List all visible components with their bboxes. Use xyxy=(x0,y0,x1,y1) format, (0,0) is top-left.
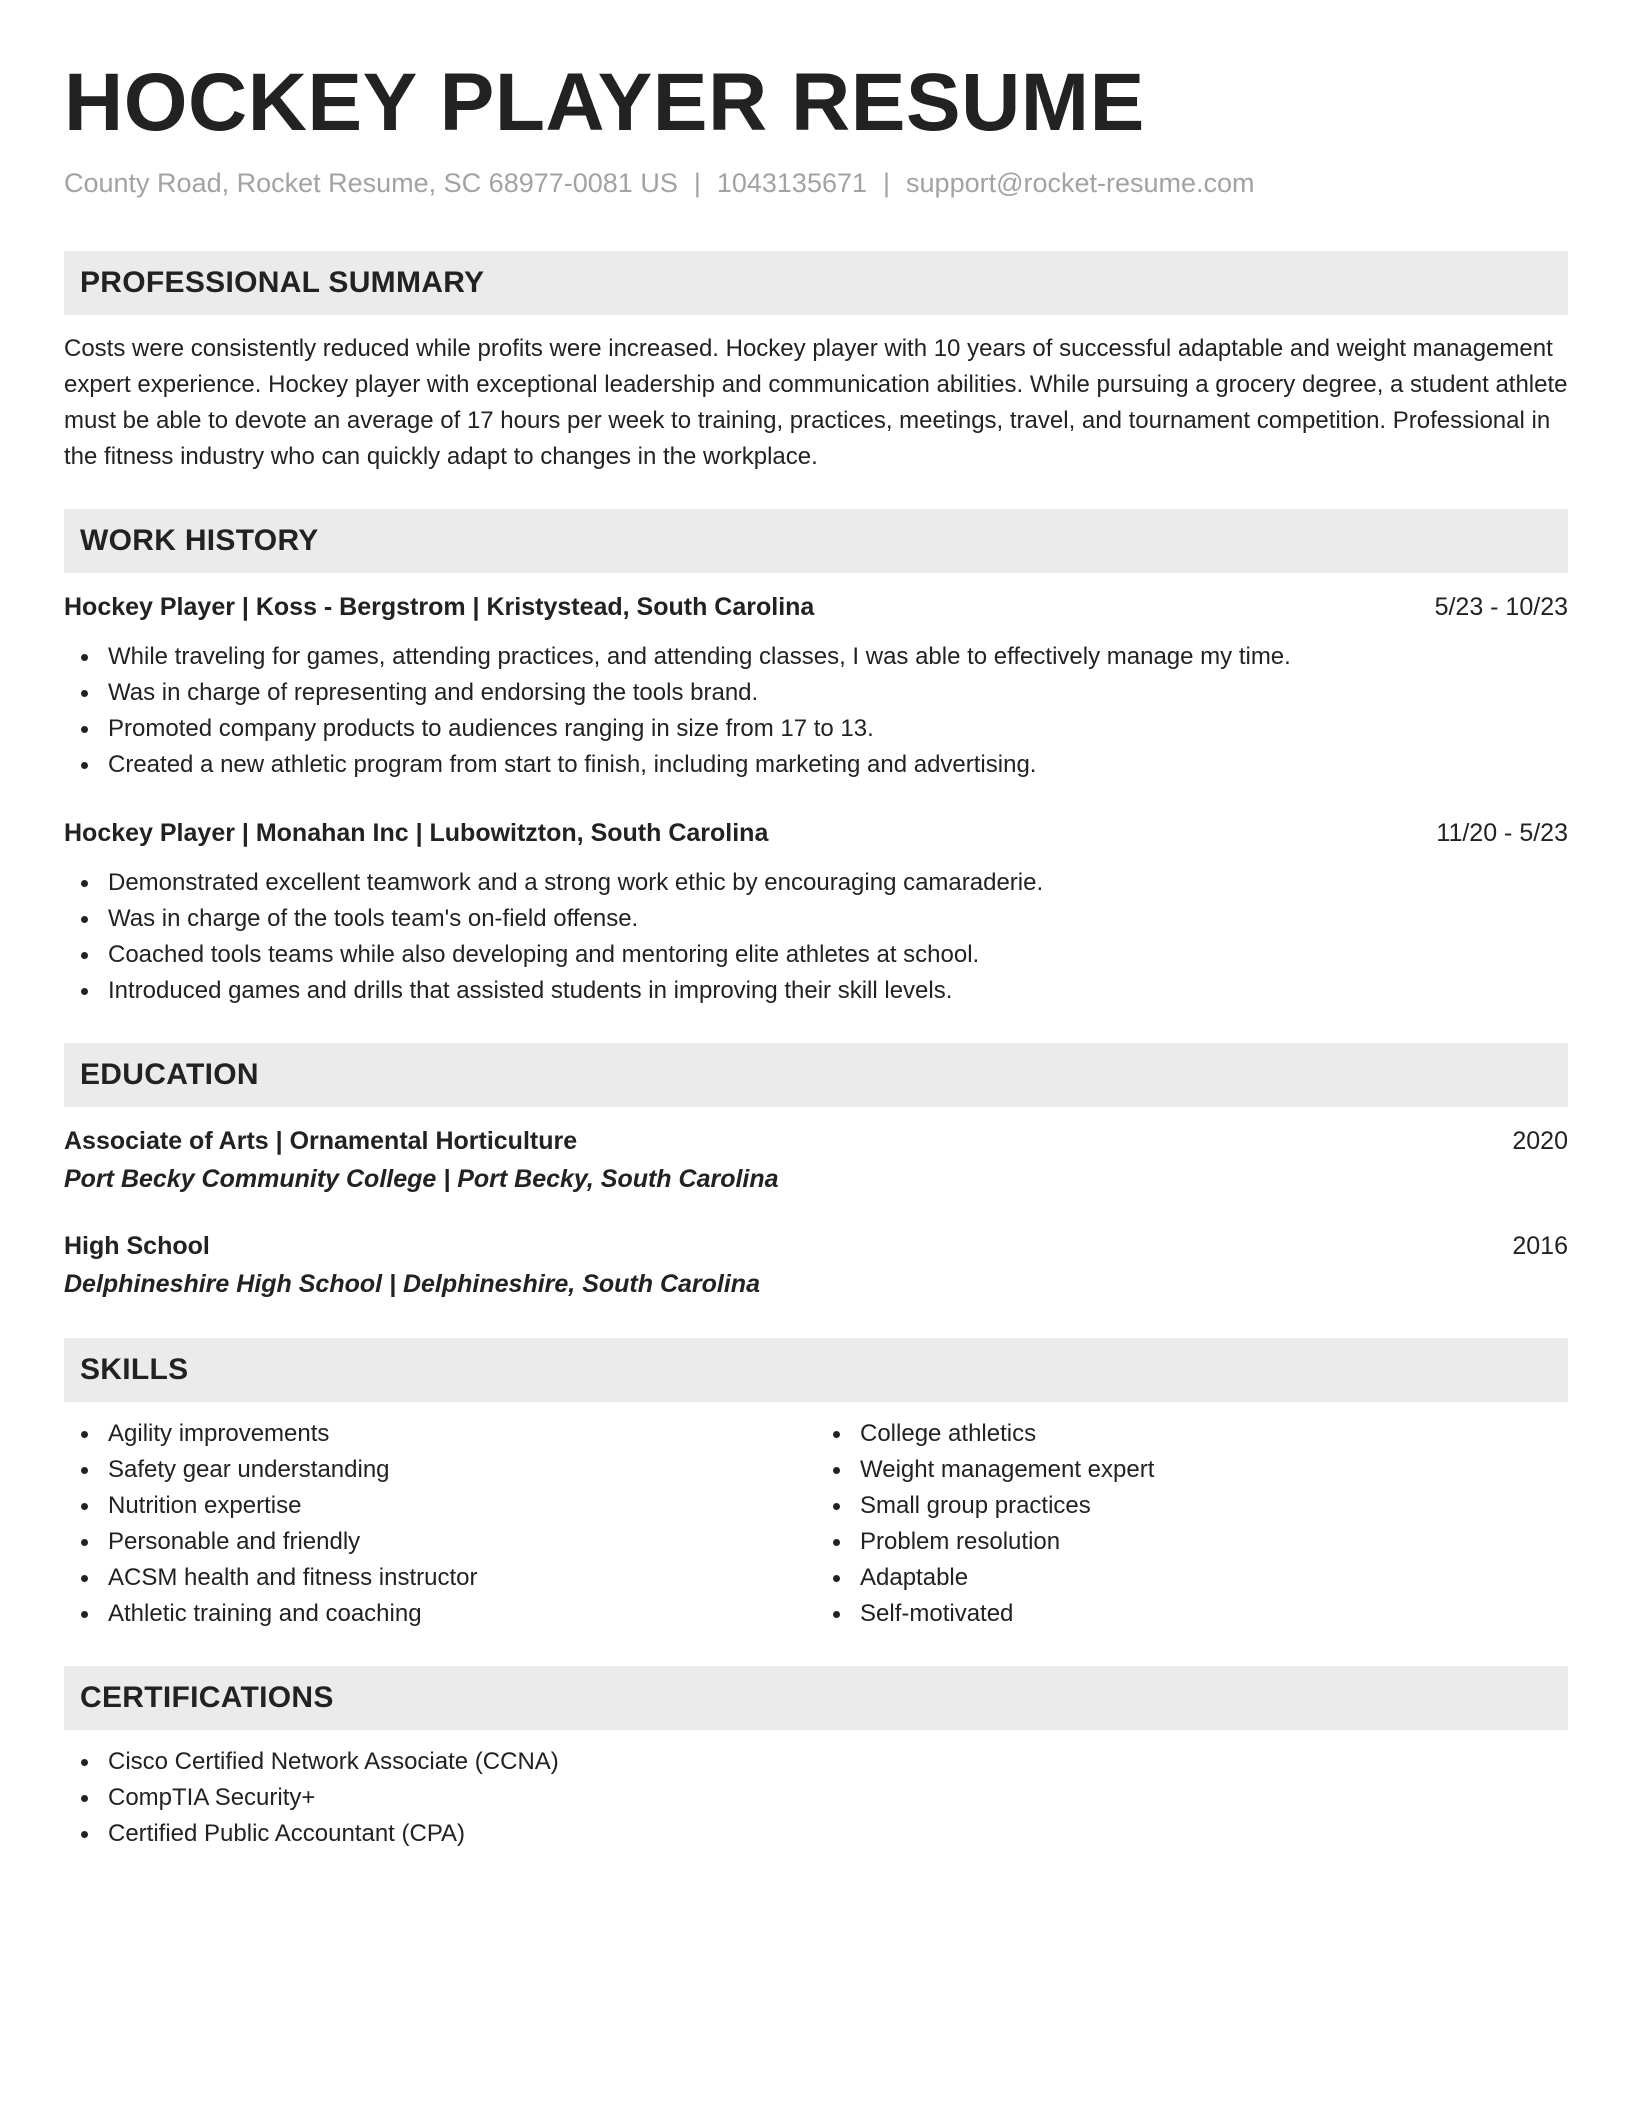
section-header-skills: SKILLS xyxy=(64,1338,1568,1402)
job-bullet: Was in charge of representing and endorsing the tools brand. xyxy=(64,675,1568,711)
job-bullet-list xyxy=(64,865,1568,1009)
education-entry xyxy=(64,1123,1568,1199)
skills-list-right xyxy=(816,1416,1568,1632)
job-title: Hockey Player | Koss - Bergstrom | Kristystead, South Carolina xyxy=(64,593,815,622)
job-date: 11/20 - 5/23 xyxy=(1436,819,1568,848)
section-header-education: EDUCATION xyxy=(64,1043,1568,1107)
job-bullet: Coached tools teams while also developing and mentoring elite athletes at school. xyxy=(64,937,1568,973)
job-bullet-list xyxy=(64,639,1568,783)
section-header-certifications: CERTIFICATIONS xyxy=(64,1666,1568,1730)
job-date: 5/23 - 10/23 xyxy=(1434,593,1568,622)
contact-email: support@rocket-resume.com xyxy=(906,168,1255,199)
skills-grid xyxy=(64,1416,1568,1632)
contact-line xyxy=(64,166,1568,201)
skill-item: Weight management expert xyxy=(816,1452,1568,1488)
contact-separator: | xyxy=(883,168,891,199)
education-header xyxy=(64,1228,1568,1264)
job-bullet: While traveling for games, attending practices, and attending classes, I was able to effectively manage my time. xyxy=(64,639,1568,675)
certification-item: CompTIA Security+ xyxy=(64,1780,1568,1816)
job-bullet: Introduced games and drills that assisted students in improving their skill levels. xyxy=(64,973,1568,1009)
education-degree: High School xyxy=(64,1232,210,1261)
certification-item: Cisco Certified Network Associate (CCNA) xyxy=(64,1744,1568,1780)
job-header xyxy=(64,815,1568,851)
section-header-summary: PROFESSIONAL SUMMARY xyxy=(64,251,1568,315)
job-header xyxy=(64,589,1568,625)
education-school: Delphineshire High School | Delphineshire, South Carolina xyxy=(64,1270,760,1299)
skill-item: Problem resolution xyxy=(816,1524,1568,1560)
skill-item: Personable and friendly xyxy=(64,1524,816,1560)
job-entry xyxy=(64,815,1568,1009)
job-bullet: Demonstrated excellent teamwork and a strong work ethic by encouraging camaraderie. xyxy=(64,865,1568,901)
certifications-list xyxy=(64,1744,1568,1852)
contact-separator: | xyxy=(693,168,701,199)
skill-item: Self-motivated xyxy=(816,1596,1568,1632)
education-header xyxy=(64,1123,1568,1159)
skills-list-left xyxy=(64,1416,816,1632)
job-bullet: Created a new athletic program from start to finish, including marketing and advertising. xyxy=(64,747,1568,783)
skill-item: Safety gear understanding xyxy=(64,1452,816,1488)
skill-item: Adaptable xyxy=(816,1560,1568,1596)
job-entry xyxy=(64,589,1568,783)
skill-item: ACSM health and fitness instructor xyxy=(64,1560,816,1596)
job-bullet: Promoted company products to audiences ranging in size from 17 to 13. xyxy=(64,711,1568,747)
summary-text: Costs were consistently reduced while profits were increased. Hockey player with 10 years of successful adaptable and weight management expert experience. Hockey player with exceptional leadership and communication abilities. While pursuing a grocery degree, a student athlete must be able to devote an average of 17 hours per week to training, practices, meetings, travel, and tournament competition. Professional in the fitness industry who can quickly adapt to changes in the workplace. xyxy=(64,335,1568,471)
certification-item: Certified Public Accountant (CPA) xyxy=(64,1816,1568,1852)
education-entry xyxy=(64,1228,1568,1304)
job-title: Hockey Player | Monahan Inc | Lubowitzton, South Carolina xyxy=(64,819,769,848)
education-year: 2020 xyxy=(1512,1127,1568,1156)
section-header-work-history: WORK HISTORY xyxy=(64,509,1568,573)
education-year: 2016 xyxy=(1512,1232,1568,1261)
job-bullet: Was in charge of the tools team's on-field offense. xyxy=(64,901,1568,937)
education-degree: Associate of Arts | Ornamental Horticulture xyxy=(64,1127,578,1156)
education-school: Port Becky Community College | Port Becky, South Carolina xyxy=(64,1165,779,1194)
resume-title: HOCKEY PLAYER RESUME xyxy=(64,57,1145,148)
skill-item: Small group practices xyxy=(816,1488,1568,1524)
skill-item: Agility improvements xyxy=(64,1416,816,1452)
skill-item: College athletics xyxy=(816,1416,1568,1452)
skill-item: Athletic training and coaching xyxy=(64,1596,816,1632)
skill-item: Nutrition expertise xyxy=(64,1488,816,1524)
contact-phone: 1043135671 xyxy=(716,168,868,199)
contact-address: County Road, Rocket Resume, SC 68977-0081 US xyxy=(64,168,678,199)
